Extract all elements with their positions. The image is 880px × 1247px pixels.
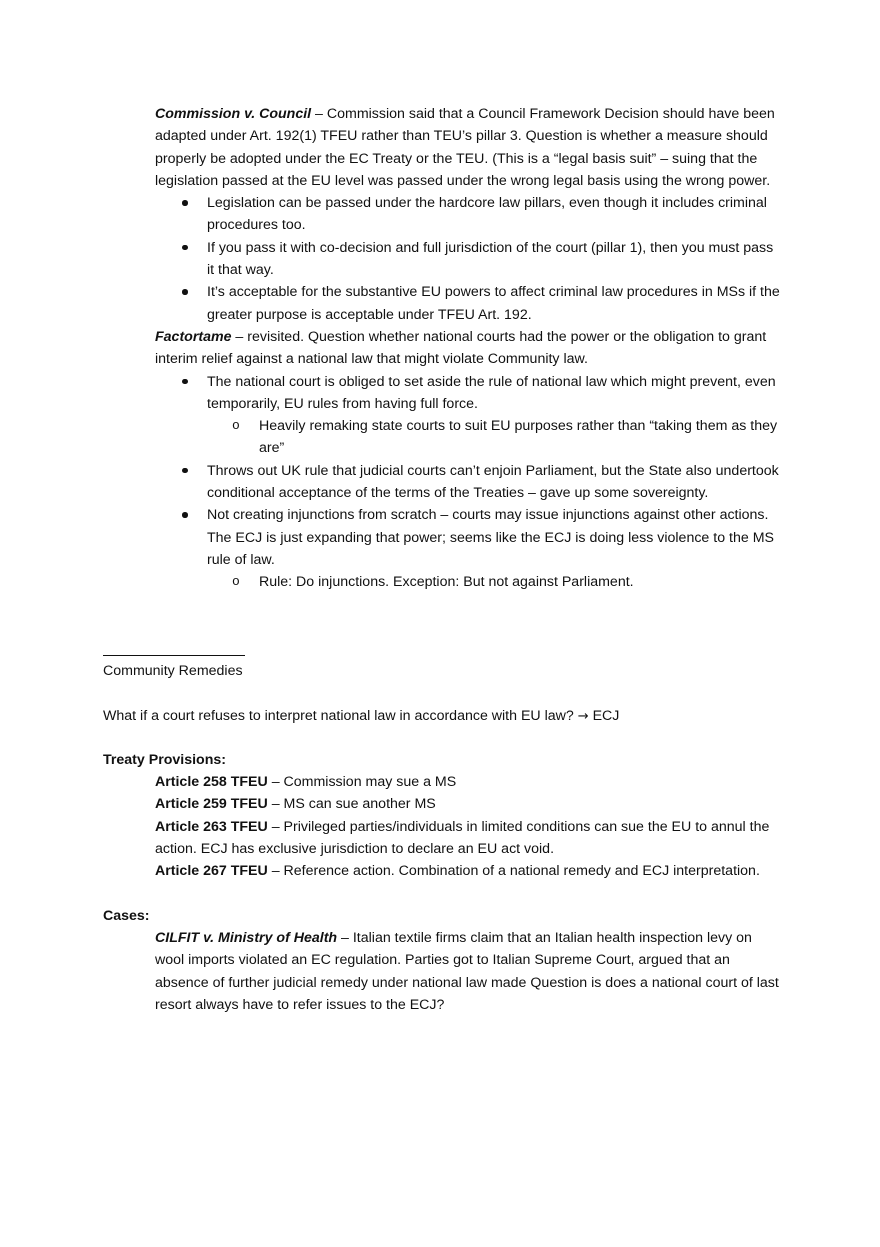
article-text: – Reference action. Combination of a national remedy and ECJ interpretation. bbox=[267, 863, 760, 880]
treaty-item bbox=[155, 816, 780, 861]
section-divider bbox=[103, 655, 245, 656]
case-title: Factortame bbox=[155, 328, 232, 345]
case-text: – Commission said that a Council Framework Decision should have been adapted under Art. 192(1) TFEU rather than TEU’s pillar 3. Question is whether a measure should properly be adopted under the EC Treaty or the TEU. (This is a “legal basis suit” – suing that the legislation passed at the EU level was passed under the wrong legal basis using the wrong power. bbox=[155, 106, 775, 189]
case-title: CILFIT v. Ministry of Health bbox=[155, 930, 338, 946]
cases-list bbox=[155, 927, 780, 1016]
list-item: Throws out UK rule that judicial courts can’t enjoin Parliament, but the State also undertook conditional acceptance of the terms of the Treaties – gave up some sovereignty. bbox=[155, 460, 780, 505]
section-heading: Community Remedies bbox=[103, 663, 243, 679]
treaty-item bbox=[155, 793, 780, 815]
commission-paragraph bbox=[155, 103, 780, 192]
article-label: Article 267 TFEU bbox=[155, 863, 268, 880]
treaty-item bbox=[155, 860, 780, 882]
case-title: Commission v. Council bbox=[155, 106, 312, 122]
case-text: – revisited. Question whether national courts had the power or the obligation to grant interim relief against a national law that might violate Community law. bbox=[155, 328, 767, 368]
section-question bbox=[103, 705, 803, 728]
treaty-heading: Treaty Provisions: bbox=[103, 752, 227, 768]
answer-text: ECJ bbox=[588, 708, 620, 724]
cilfit-paragraph bbox=[155, 927, 780, 1016]
article-label: Article 263 TFEU bbox=[155, 818, 268, 835]
list-item: Not creating injunctions from scratch – courts may issue injunctions against other actions. The ECJ is just expanding that power; seems like the ECJ is doing less violence to the MS rule of law. bbox=[155, 504, 780, 571]
article-text: – MS can sue another MS bbox=[267, 796, 436, 813]
treaty-item bbox=[155, 771, 780, 793]
article-text: – Privileged parties/individuals in limited conditions can sue the EU to annul the action. ECJ has exclusive jurisdiction to declare an EU act void. bbox=[155, 818, 770, 857]
case-text: – Italian textile firms claim that an Italian health inspection levy on wool imports violated an EC regulation. Parties got to Italian Supreme Court, argued that an absence of further judicial remedy under national law made Question is does a national court of last resort always have to refer issues to the ECJ? bbox=[155, 930, 779, 1013]
sub-list-item: o Heavily remaking state courts to suit EU purposes rather than “taking them as they are” bbox=[155, 415, 780, 460]
factortame-paragraph bbox=[155, 326, 780, 371]
article-label: Article 259 TFEU bbox=[155, 796, 268, 813]
cases-heading: Cases: bbox=[103, 908, 150, 924]
list-item: It’s acceptable for the substantive EU powers to affect criminal law procedures in MSs if the greater purpose is acceptable under TFEU Art. 192. bbox=[155, 281, 780, 326]
list-item: If you pass it with co-decision and full jurisdiction of the court (pillar 1), then you must pass it that way. bbox=[155, 237, 780, 282]
factortame-bullets bbox=[155, 371, 780, 594]
article-text: – Commission may sue a MS bbox=[267, 774, 457, 790]
list-item: The national court is obliged to set aside the rule of national law which might prevent, even temporarily, EU rules from having full force. bbox=[155, 371, 780, 416]
sub-list-item: o Rule: Do injunctions. Exception: But not against Parliament. bbox=[155, 571, 780, 593]
list-item: Legislation can be passed under the hardcore law pillars, even though it includes criminal procedures too. bbox=[155, 192, 780, 237]
commission-bullets bbox=[155, 192, 780, 326]
arrow-right-icon: → bbox=[577, 709, 589, 724]
commission-section bbox=[155, 103, 780, 594]
question-text: What if a court refuses to interpret national law in accordance with EU law? bbox=[103, 708, 578, 724]
article-label: Article 258 TFEU bbox=[155, 774, 268, 790]
treaty-list bbox=[155, 771, 780, 882]
